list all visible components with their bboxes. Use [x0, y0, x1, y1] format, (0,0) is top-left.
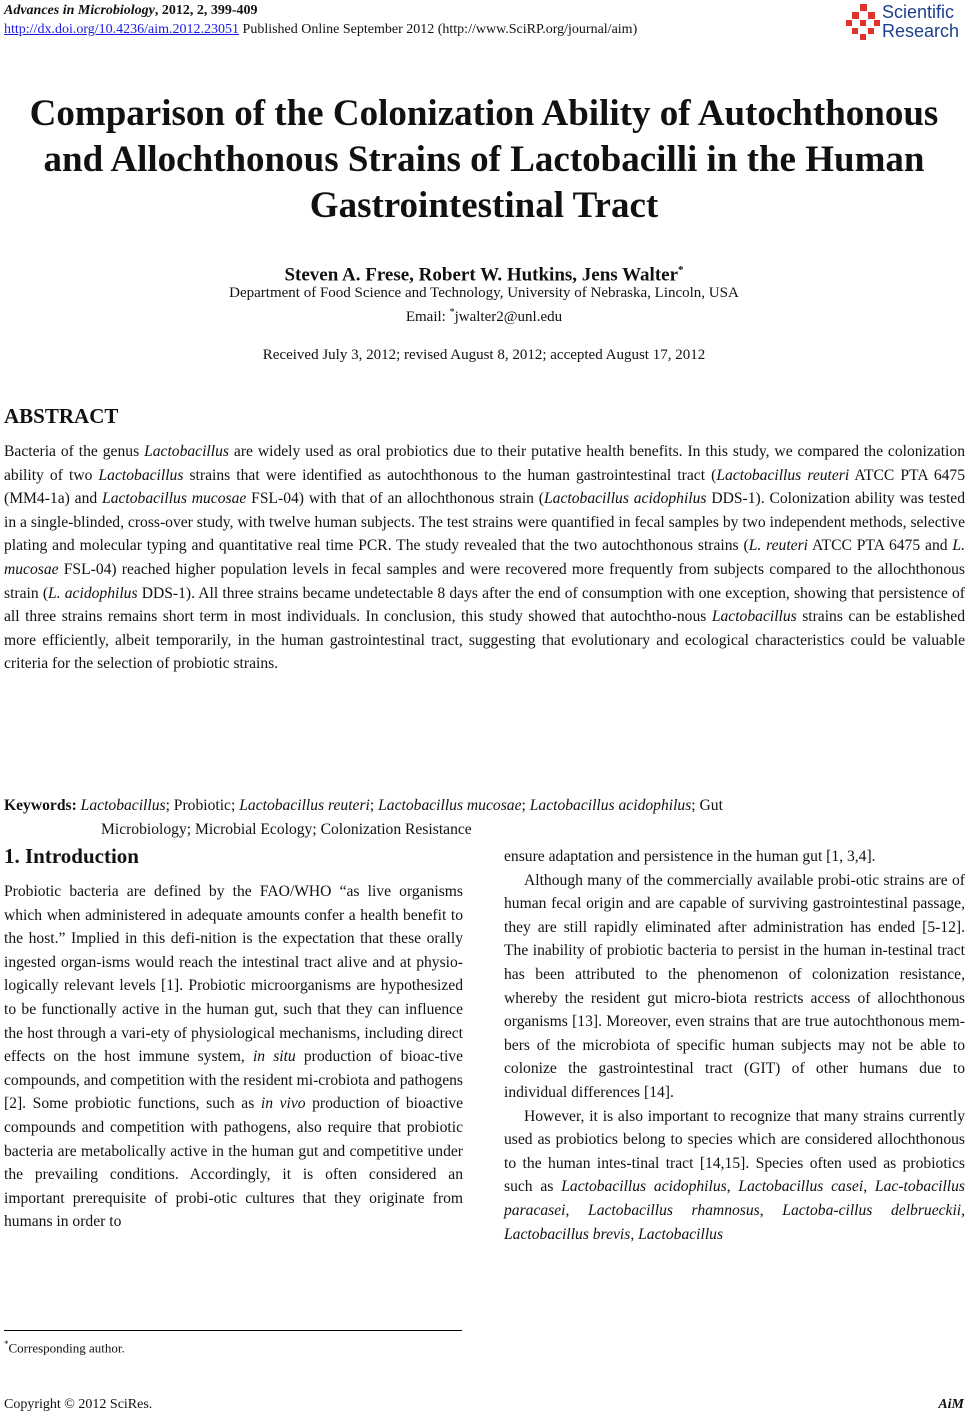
intro-paragraph-3: However, it is also important to recognize that many strains currently used as probiotics belong to species which are considered allochthonous to the human intes-tinal tract [14,15]. Species often used as probiotics such as Lactobacillus acidophilus, Lactobacillus casei, Lac-tobacillus paracasei, Lactobacillus rhamnosus, Lactoba-cillus delbrueckii, Lactobacillus brevis, Lactobacillus [504, 1107, 966, 1243]
doi-link[interactable]: http://dx.doi.org/10.4236/aim.2012.23051 [4, 22, 240, 37]
intro-paragraph-1-cont: ensure adaptation and persistence in the human gut [1, 3,4]. [504, 848, 876, 865]
published-info: Published Online September 2012 (http://www.SciRP.org/journal/aim) [239, 22, 638, 37]
abstract-heading: ABSTRACT [4, 404, 119, 428]
received-dates: Received July 3, 2012; revised August 8, 2012; accepted August 17, 2012 [262, 347, 706, 363]
title-line: and Allochthonous Strains of Lactobacilli in the Human [43, 139, 925, 180]
keywords-label: Keywords: [4, 797, 81, 814]
paper-title [0, 91, 968, 229]
keywords-line-2: Microbiology; Microbial Ecology; Colonization Resistance [101, 820, 472, 838]
section-heading-introduction: 1. Introduction [4, 844, 139, 868]
footnote [4, 1336, 125, 1356]
journal-abbreviation: AiM [938, 1397, 964, 1412]
journal-volume: , 2012, 2, 399-409 [154, 3, 258, 18]
intro-paragraph-1: Probiotic bacteria are defined by the FAO/WHO “as live organisms which when administered in adequate amounts confer a health benefit to the host.” Implied in this defi-nition is the expectation that these orally ingested organ-isms would reach the intestinal tract alive and at physio-logically relevant levels [1]. Probiotic microorganisms are hypothesized to be functionally active in the human gut, such that they can influence the host through a vari-ety of physiological mechanisms, including direct effects on the host immune system, in situ production of bioac-tive compounds, and competition with the resident mi-crobiota and pathogens [2]. Some probiotic functions, such as in vivo production of bioactive compounds and competition with pathogens, also require that probiotic bacteria are metabolically active in the human gut and competitive under the prevailing conditions. Accordingly, it is often considered an important prerequisite of probi-otic cultures that they originate from humans in order to [4, 883, 463, 1231]
author-mark: * [678, 264, 684, 276]
logo-text-research: Research [882, 21, 960, 41]
title-line: Gastrointestinal Tract [309, 185, 659, 226]
footnote-rule [4, 1330, 462, 1331]
publisher-logo [846, 2, 966, 42]
affiliation: Department of Food Science and Technology, University of Nebraska, Lincoln, USA [229, 285, 739, 301]
abstract-body: Bacteria of the genus Lactobacillus are widely used as oral probiotics due to their putative health benefits. In this study, we compared the colonization ability of two Lactobacillus strains that were identified as autochthonous to the human gastrointestinal tract (Lactobacillus reuteri ATCC PTA 6475 (MM4-1a) and Lactobacillus mucosae FSL-04) with that of an allochthonous strain (Lactobacillus acidophilus DDS-1). Colonization ability was tested in a single-blinded, cross-over study, with twelve human subjects. The test strains were quantified in fecal samples by two independent methods, selective plating and molecular typing and quantitative real time PCR. The study revealed that the two autochthonous strains (L. reuteri ATCC PTA 6475 and L. mucosae FSL-04) reached higher population levels in fecal samples and were recovered more frequently from subjects compared to the allochthonous strain (L. acidophilus DDS-1). All three strains became undetectable 8 days after the end of consumption with one exception, showing that persistence of all three strains remains short term in most individuals. In conclusion, this study showed that autochtho-nous Lactobacillus strains can be established more efficiently, albeit temporarily, in the human gastrointestinal tract, suggesting that evolutionary and ecological characteristics could be valuable criteria for the selection of probiotic strains. [4, 443, 966, 673]
doi-line [4, 22, 637, 38]
copyright: Copyright © 2012 SciRes. [4, 1397, 153, 1412]
journal-name: Advances in Microbiology [4, 3, 155, 18]
scirp-logo-icon [846, 4, 880, 40]
title-line: Comparison of the Colonization Ability of Autochthonous [29, 93, 939, 134]
authors-text: Steven A. Frese, Robert W. Hutkins, Jens Walter [284, 264, 679, 286]
email-address: jwalter2@unl.edu [454, 309, 563, 325]
email-label: Email: [405, 309, 450, 325]
right-column [504, 845, 965, 1246]
footnote-text: Corresponding author. [8, 1340, 125, 1356]
footnote-mark: * [4, 1339, 9, 1349]
email-mark: * [449, 307, 455, 318]
left-column [4, 880, 463, 1234]
email-line [0, 304, 968, 326]
author-list [0, 259, 968, 286]
logo-text-scientific: Scientific [882, 2, 955, 22]
journal-citation [4, 3, 258, 19]
keywords: Keywords: Lactobacillus; Probiotic; Lactobacillus reuteri; Lactobacillus mucosae; Lactobacillus acidophilus; Gut Microbiology; Microbial Ecology; Colonization Resistance [4, 794, 965, 841]
intro-paragraph-2: Although many of the commercially available probi-otic strains are of human fecal origin and are capable of surviving gastrointestinal passage, they are still rapidly eliminated after administration has ended [5-12]. The inability of probiotic bacteria to persist in the human in-testinal tract has been attributed to the phenomenon of colonization resistance, whereby the resident gut micro-biota restricts access of allochthonous organisms [13]. Moreover, even strains that are true autochthonous mem-bers of the microbiota of specific human subjects may not be able to colonize the gastrointestinal tract (GIT) of other humans due to individual differences [14]. [504, 871, 965, 1101]
